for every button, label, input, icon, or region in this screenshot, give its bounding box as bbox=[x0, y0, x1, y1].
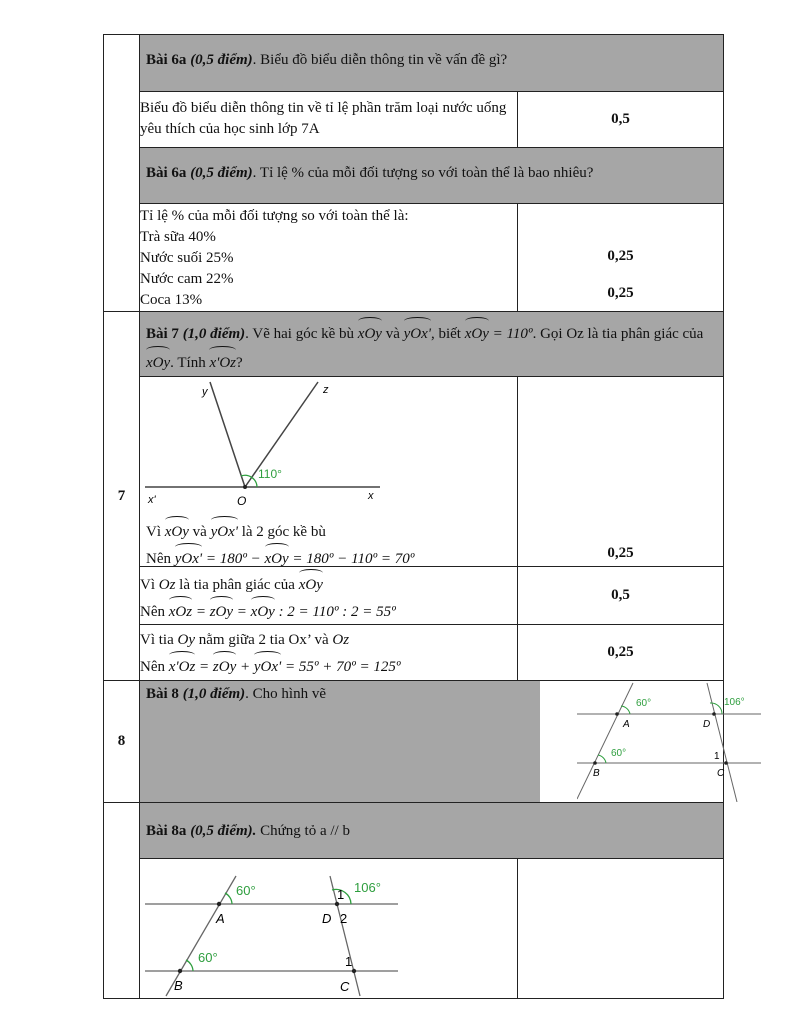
q7-number: 7 bbox=[104, 312, 140, 681]
q6a2-score-cell bbox=[518, 204, 724, 312]
q7-step3-line1 bbox=[140, 628, 517, 652]
math-eq: = bbox=[199, 659, 210, 675]
label-x: x bbox=[368, 490, 374, 502]
q6a2-score-1: 0,25 bbox=[607, 248, 634, 264]
text-vi: Vì bbox=[140, 577, 155, 593]
q6a-header-row bbox=[104, 35, 724, 92]
q6a-points: (0,5 điểm) bbox=[190, 52, 253, 68]
q6a2-line: Trà sữa 40% bbox=[140, 229, 216, 245]
q7-step2-text bbox=[140, 567, 518, 625]
label-O: O bbox=[237, 494, 247, 508]
math-result: : 2 = 110º : 2 = 55º bbox=[278, 604, 396, 620]
q6a-answer-row bbox=[104, 92, 724, 148]
text-phan-giac: là tia phân giác của bbox=[179, 577, 295, 593]
q8a-score-cell bbox=[518, 859, 724, 999]
q7-step1-score: 0,25 bbox=[518, 377, 724, 567]
q7-step1-row bbox=[104, 377, 724, 567]
q8a-figure-cell bbox=[140, 859, 518, 999]
q7-text-3: . Gọi Oz là tia phân giác của bbox=[532, 326, 704, 342]
label-60-a: 60° bbox=[636, 698, 652, 709]
label-B: B bbox=[593, 768, 600, 779]
q6a2-label: Bài 6a bbox=[146, 165, 187, 181]
arc-b bbox=[598, 755, 606, 763]
angle-xOy: xOy bbox=[299, 570, 323, 597]
q6a-score: 0,5 bbox=[518, 92, 724, 148]
point-D bbox=[335, 902, 339, 906]
point-C bbox=[724, 761, 728, 765]
angle-x1Oz: x'Oz bbox=[209, 347, 236, 376]
q6a2-points: (0,5 điểm) bbox=[190, 165, 253, 181]
point-A bbox=[217, 902, 221, 906]
text-vi: Vì bbox=[146, 524, 161, 540]
transversal-1 bbox=[577, 683, 633, 799]
text-ke-bu: là 2 góc kề bù bbox=[241, 524, 326, 540]
math-oy: Oy bbox=[177, 632, 195, 648]
q7-figure bbox=[140, 377, 400, 512]
angle-yOx1: yOx' bbox=[175, 544, 202, 571]
label-106: 106° bbox=[724, 697, 745, 708]
q7-question-header bbox=[140, 312, 724, 377]
angle-yOx1: yOx' bbox=[404, 318, 431, 347]
q6a2-line: Coca 13% bbox=[140, 292, 203, 308]
q7-text-1: . Vẽ hai góc kề bù bbox=[245, 326, 355, 342]
q7-step3-line2 bbox=[140, 652, 517, 679]
text-nen: Nên bbox=[146, 551, 171, 567]
point-C bbox=[352, 969, 356, 973]
q6a2-line: Nước cam 22% bbox=[140, 271, 234, 287]
q8-question-header bbox=[140, 681, 540, 802]
q6a-label: Bài 6a bbox=[146, 52, 187, 68]
q8-points: (1,0 điểm) bbox=[182, 686, 246, 702]
q6a2-answer-row bbox=[104, 204, 724, 312]
q7-step1-text bbox=[146, 517, 414, 571]
angle-xOy: xOy bbox=[465, 318, 489, 347]
label-D: D bbox=[322, 911, 332, 926]
q8-question-text: . Cho hình vẽ bbox=[245, 686, 327, 702]
angle-xOy: xOy bbox=[251, 597, 275, 624]
q7-text-5: ? bbox=[236, 355, 243, 371]
q8-figure-small bbox=[577, 681, 761, 802]
label-D: D bbox=[703, 719, 711, 730]
question-number-cell bbox=[104, 35, 140, 312]
angle-zOy: zOy bbox=[210, 597, 233, 624]
q8a-question-text: Chứng tỏ a // b bbox=[260, 823, 350, 839]
q7-header-row bbox=[104, 312, 724, 377]
label-A: A bbox=[216, 911, 225, 926]
arc-a bbox=[621, 706, 630, 714]
point-O bbox=[243, 485, 247, 489]
label-1-d: 1 bbox=[337, 887, 345, 902]
q7-step1-line2 bbox=[146, 544, 414, 571]
math-eq: = bbox=[236, 604, 247, 620]
angle-yOx1: yOx' bbox=[211, 517, 238, 544]
q6a-answer-text: Biểu đồ biểu diễn thông tin về tỉ lệ phần trăm loại nước uống yêu thích của học sinh lớp 7A bbox=[140, 92, 518, 148]
q8-header-row bbox=[104, 681, 724, 803]
label-60-a: 60° bbox=[236, 883, 256, 898]
q6a2-answer bbox=[140, 204, 518, 312]
math-oz: Oz bbox=[332, 632, 350, 648]
q7-step2-row bbox=[104, 567, 724, 625]
label-x1: x' bbox=[148, 494, 156, 506]
point-B bbox=[593, 761, 597, 765]
label-C: C bbox=[340, 979, 350, 994]
q6a2-line: Tỉ lệ % của mỗi đối tượng so với toàn thể là: bbox=[140, 208, 409, 224]
q7-known-value: = 110º bbox=[492, 326, 533, 342]
question-number-cell bbox=[104, 803, 140, 999]
angle-xOy: xOy bbox=[165, 517, 189, 544]
q7-step2-line1 bbox=[140, 570, 517, 597]
q7-step3-row bbox=[104, 625, 724, 681]
text-nam-giua: nằm giữa 2 tia Ox’ và bbox=[198, 632, 329, 648]
q8a-header-row bbox=[104, 803, 724, 859]
label-B: B bbox=[174, 978, 183, 993]
q8-number: 8 bbox=[104, 681, 140, 803]
label-A: A bbox=[623, 719, 630, 730]
q6a2-score-2: 0,25 bbox=[607, 285, 634, 301]
q7-and: và bbox=[385, 326, 400, 342]
math-plus: + bbox=[240, 659, 251, 675]
math-eq: = bbox=[195, 604, 206, 620]
q6a2-question-text: . Tỉ lệ % của mỗi đối tượng so với toàn thể là bao nhiêu? bbox=[252, 165, 594, 181]
q7-step3-score: 0,25 bbox=[518, 625, 724, 681]
math-text: = 180º − bbox=[205, 551, 261, 567]
q7-step2-line2 bbox=[140, 597, 517, 624]
q8-label: Bài 8 bbox=[146, 686, 179, 702]
math-result: = 55º + 70º = 125º bbox=[284, 659, 401, 675]
q7-step2-score: 0,5 bbox=[518, 567, 724, 625]
text-nen: Nên bbox=[140, 604, 165, 620]
math-oz: Oz bbox=[158, 577, 176, 593]
label-1: 1 bbox=[714, 751, 720, 762]
point-B bbox=[178, 969, 182, 973]
angle-xOy: xOy bbox=[358, 318, 382, 347]
angle-xOy: xOy bbox=[146, 347, 170, 376]
angle-zOy: zOy bbox=[213, 652, 236, 679]
q7-step3-text bbox=[140, 625, 518, 681]
q7-points: (1,0 điểm) bbox=[182, 326, 246, 342]
angle-x1Oz: x'Oz bbox=[169, 652, 196, 679]
q8a-figure-row bbox=[104, 859, 724, 999]
angle-label: 110° bbox=[258, 467, 282, 481]
point-A bbox=[615, 712, 619, 716]
answer-key-table bbox=[103, 34, 745, 999]
label-C: C bbox=[717, 768, 725, 779]
label-2: 2 bbox=[340, 911, 348, 926]
text-nen: Nên bbox=[140, 659, 165, 675]
angle-xOy: xOy bbox=[265, 544, 289, 571]
q6a-question-header bbox=[140, 35, 724, 92]
label-y: y bbox=[202, 386, 208, 398]
text-vi-tia: Vì tia bbox=[140, 632, 174, 648]
label-z: z bbox=[323, 384, 329, 396]
q6a2-question-header bbox=[140, 148, 724, 204]
angle-xOz: xOz bbox=[169, 597, 192, 624]
q6a2-header-row bbox=[104, 148, 724, 204]
angle-yOx1: yOx' bbox=[254, 652, 281, 679]
q8a-figure bbox=[140, 859, 410, 998]
q7-text-2: , biết bbox=[430, 326, 461, 342]
q7-label: Bài 7 bbox=[146, 326, 179, 342]
q7-step1-cell bbox=[140, 377, 518, 567]
text-va: và bbox=[192, 524, 207, 540]
q7-text-4: . Tính bbox=[170, 355, 206, 371]
ray-oy bbox=[210, 382, 245, 487]
q7-step1-line1 bbox=[146, 517, 414, 544]
arc-a bbox=[225, 893, 232, 904]
label-1-c: 1 bbox=[345, 954, 353, 969]
q6a2-line: Nước suối 25% bbox=[140, 250, 234, 266]
q6a-question-text: . Biểu đồ biểu diễn thông tin về vấn đề gì? bbox=[252, 52, 508, 68]
q8-question-cell bbox=[140, 681, 745, 803]
q8a-label: Bài 8a bbox=[146, 823, 187, 839]
arc-d bbox=[710, 703, 722, 714]
math-result: = 180º − 110º = 70º bbox=[292, 551, 415, 567]
arc-b bbox=[186, 960, 193, 971]
point-D bbox=[712, 712, 716, 716]
q8a-points: (0,5 điểm). bbox=[190, 823, 257, 839]
label-60-b: 60° bbox=[198, 950, 218, 965]
q8a-question-header bbox=[140, 803, 724, 859]
label-106: 106° bbox=[354, 880, 381, 895]
label-60-b: 60° bbox=[611, 748, 627, 759]
